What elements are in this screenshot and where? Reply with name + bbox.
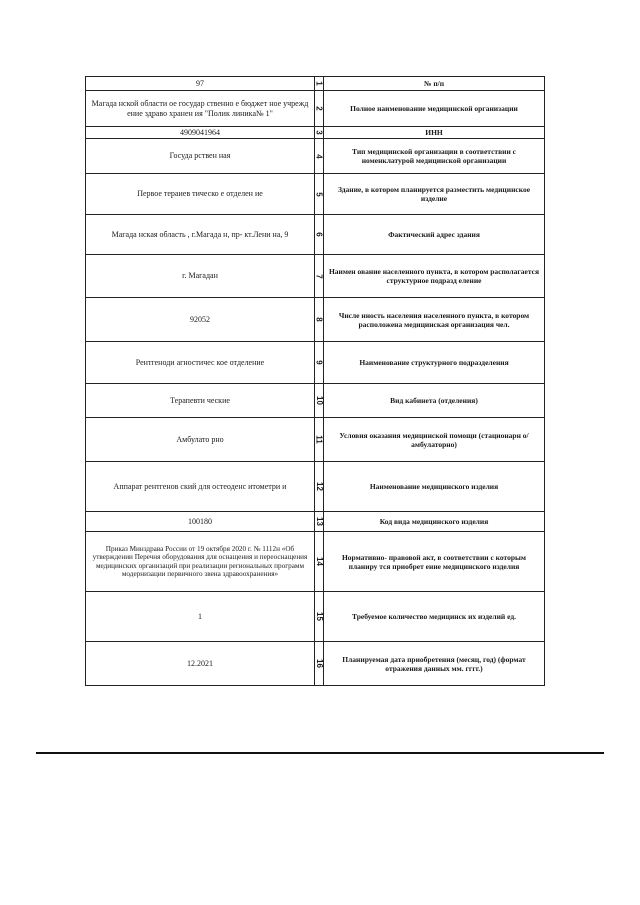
- row-value: 12.2021: [187, 658, 213, 668]
- row-number: 10: [314, 396, 324, 405]
- row-value: 1: [198, 611, 202, 621]
- table-row: [86, 174, 544, 215]
- row-label: Наименование структурного подразделения: [359, 358, 509, 367]
- row-value: Приказ Минздрава России от 19 октября 2020 г. № 1112н «Об утверждении Перечня оборудования для оснащения и переоснащения медицинских организаций при реализации региональных программ модернизации первичного звена здравоохранения»: [92, 544, 308, 578]
- table-row: [86, 384, 544, 418]
- row-number: 13: [314, 517, 324, 526]
- row-label: Планируемая дата приобретения (месяц, год) (формат отражения данных мм. гггг.): [342, 654, 526, 673]
- row-label: Здание, в котором планируется разместить медицинское изделие: [337, 185, 531, 203]
- table-row: [86, 255, 544, 298]
- row-label: Полное наименование медицинской организации: [350, 104, 518, 113]
- row-label: Нормативно- правовой акт, в соответствии с которым планиру тся приобрет ение медицинского изделия: [341, 552, 527, 571]
- table-row: [86, 592, 544, 642]
- table-row: [86, 532, 544, 592]
- row-number: 6: [314, 232, 324, 237]
- row-value: 92052: [190, 314, 210, 324]
- row-label: Числе нность населения населенного пункта, в котором расположена медицинская организация чел.: [338, 310, 530, 329]
- row-number: 12: [314, 482, 324, 491]
- row-value: Первое тераиев тическо е отделен ие: [137, 189, 263, 199]
- row-value: Терапевти ческие: [170, 395, 230, 405]
- row-label: Наименование медицинского изделия: [369, 482, 499, 491]
- row-number: 8: [314, 317, 324, 322]
- row-value: Амбулато рно: [176, 434, 224, 444]
- row-label: № п/п: [423, 79, 445, 88]
- row-label: Фактический адрес здания: [388, 230, 480, 239]
- row-number: 14: [314, 557, 324, 566]
- row-number: 11: [314, 435, 324, 444]
- row-number: 15: [314, 612, 324, 621]
- table-row: [86, 298, 544, 342]
- row-value: Аппарат рентгенов ский для остеоденс итометри и: [113, 481, 287, 491]
- table-row: [86, 127, 544, 139]
- table-row: [86, 139, 544, 174]
- row-label: Тип медицинской организации в соответствии с номенклатурой медицинской организации: [352, 147, 516, 165]
- table-row: [86, 342, 544, 384]
- row-label: Условия оказания медицинской помощи (стационарн о/амбулаторно): [339, 430, 529, 449]
- table-row: [86, 215, 544, 255]
- row-label: ИНН: [425, 128, 443, 137]
- row-value: Рентгеноди агностичес кое отделение: [135, 357, 265, 367]
- table-row: [86, 77, 544, 91]
- row-number: 3: [314, 130, 324, 135]
- row-number: 9: [314, 360, 324, 365]
- row-value: 4909041964: [180, 127, 220, 137]
- row-label: Наимен ование населенного пункта, в котором располагается структурное подразд еление: [328, 267, 540, 285]
- row-value: Магада нской области ое государ ственно е бюджет ное учрежд ение здраво хранен ия "Полик линика№ 1": [91, 99, 309, 118]
- equipment-form-table: [85, 76, 545, 686]
- row-number: 5: [314, 191, 324, 197]
- row-number: 4: [314, 153, 324, 159]
- row-number: 7: [314, 273, 324, 279]
- table-row: [86, 91, 544, 127]
- page-separator-line: [36, 752, 604, 754]
- row-number: 1: [314, 81, 324, 86]
- row-number: 16: [314, 659, 324, 668]
- row-label: Код вида медицинского изделия: [379, 517, 489, 526]
- table-row: [86, 462, 544, 512]
- row-value: 97: [196, 78, 204, 88]
- row-number: 2: [314, 106, 324, 111]
- table-row: [86, 642, 544, 685]
- row-value: 100180: [188, 516, 212, 526]
- table-row: [86, 418, 544, 462]
- row-value: Госуда рствен ная: [169, 151, 231, 161]
- row-label: Требуемое количество медицинск их изделий ед.: [351, 612, 517, 621]
- row-value: Магада нская область , г.Магада н, пр- кт.Лени на, 9: [111, 229, 289, 239]
- table-row: [86, 512, 544, 532]
- row-label: Вид кабинета (отделения): [390, 396, 478, 405]
- row-value: г. Магадан: [182, 271, 218, 281]
